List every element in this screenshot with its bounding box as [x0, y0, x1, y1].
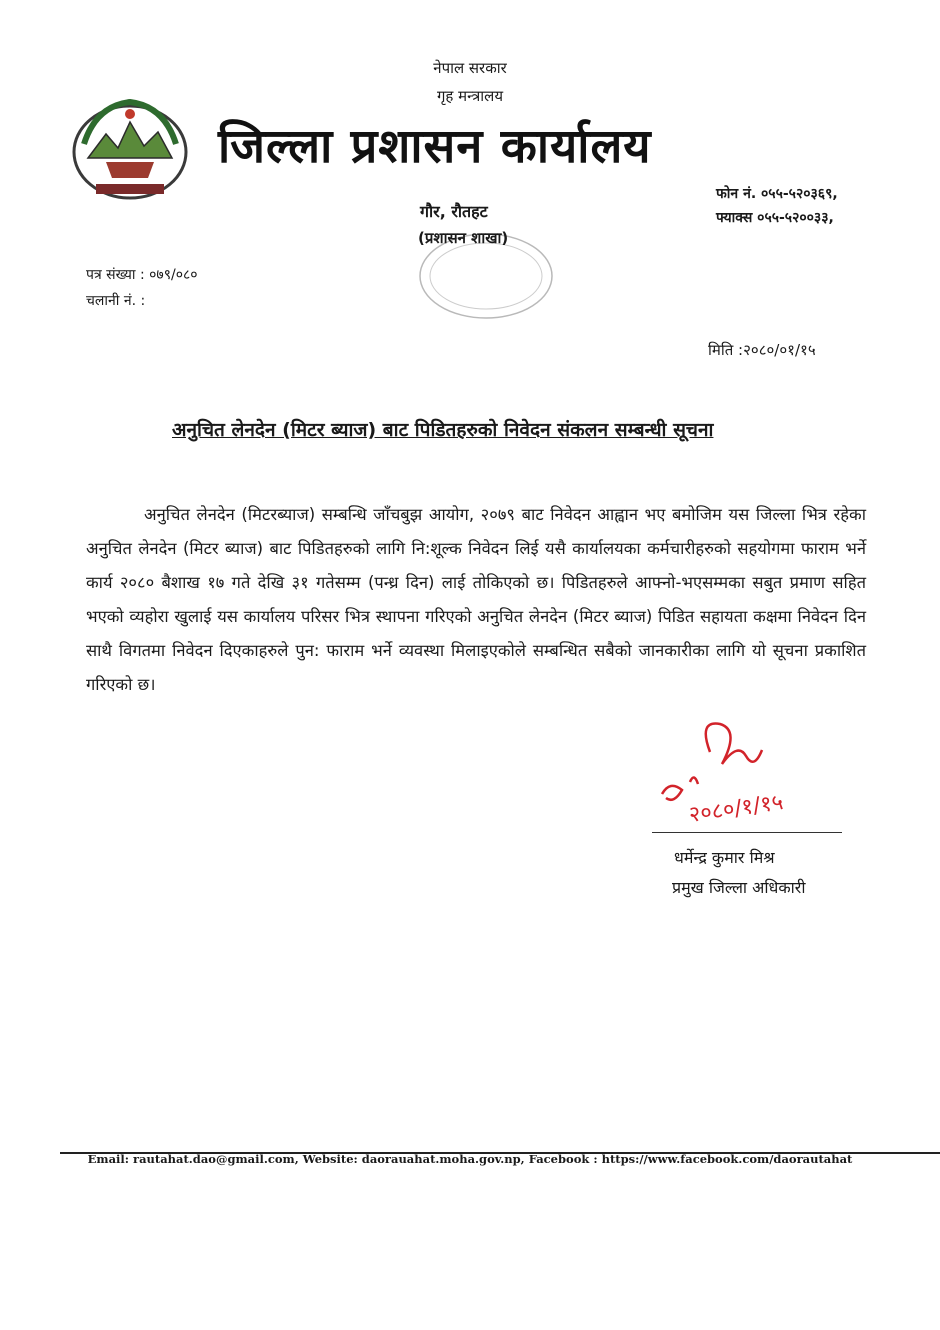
phone-number: फोन नं. ०५५-५२०३६९, — [716, 186, 838, 202]
letter-reference-number: पत्र संख्या : ०७९/०८० — [86, 267, 198, 283]
handwritten-signature-icon — [650, 712, 850, 832]
ministry-name: गृह मन्त्रालय — [436, 87, 504, 105]
government-name: नेपाल सरकार — [433, 59, 507, 77]
notice-subject: अनुचित लेनदेन (मिटर ब्याज) बाट पिडितहरुको निवेदन संकलन सम्बन्धी सूचना — [172, 419, 714, 441]
fax-number: फ्याक्स ०५५-५२००३३, — [716, 210, 834, 226]
signer-name: धर्मेन्द्र कुमार मिश्र — [674, 848, 775, 867]
district-name: गौर, रौतहट — [420, 202, 488, 221]
office-title: जिल्ला प्रशासन कार्यालय — [218, 119, 652, 174]
footer-contact: Email: rautahat.dao@gmail.com, Website: daorauahat.moha.gov.np, Facebook : https://www.facebook.com/daorautahat — [87, 1152, 853, 1166]
reference-block — [86, 262, 198, 314]
signer-title: प्रमुख जिल्ला अधिकारी — [672, 878, 806, 897]
contact-block — [716, 182, 838, 230]
letter-date: मिति :२०८०/०१/१५ — [708, 341, 816, 359]
signature-date-note: २०८०/१/१५ — [687, 789, 785, 828]
notice-body: अनुचित लेनदेन (मिटरब्याज) सम्बन्धि जाँचबुझ आयोग, २०७९ बाट निवेदन आह्वान भए बमोजिम यस जिल्ला भित्र रहेका अनुचित लेनदेन (मिटर ब्याज) बाट पिडितहरुको लागि नि:शूल्क निवेदन लिई यसै कार्यालयका कर्मचारीहरुको सहयोगमा फाराम भर्ने कार्य २०८० बैशाख १७ गते देखि ३१ गतेसम्म (पन्ध्र दिन) लाई तोकिएको छ। पिडितहरुले आफ्नो-भएसम्मका सबुत प्रमाण सहित भएको व्यहोरा खुलाई यस कार्यालय परिसर भित्र स्थापना गरिएको अनुचित लेनदेन (मिटर ब्याज) पिडित सहायता कक्षमा निवेदन दिन साथै विगतमा निवेदन दिएकाहरुले पुन: फाराम भर्ने व्यवस्था मिलाइएकोले सम्बन्धित सबैको जानकारीका लागि यो सूचना प्रकाशित गरिएको छ। — [86, 505, 866, 694]
signature-line — [652, 832, 842, 833]
nepal-emblem-icon — [66, 92, 194, 204]
dispatch-number: चलानी नं. : — [86, 293, 146, 309]
section-name: (प्रशासन शाखा) — [418, 229, 509, 247]
